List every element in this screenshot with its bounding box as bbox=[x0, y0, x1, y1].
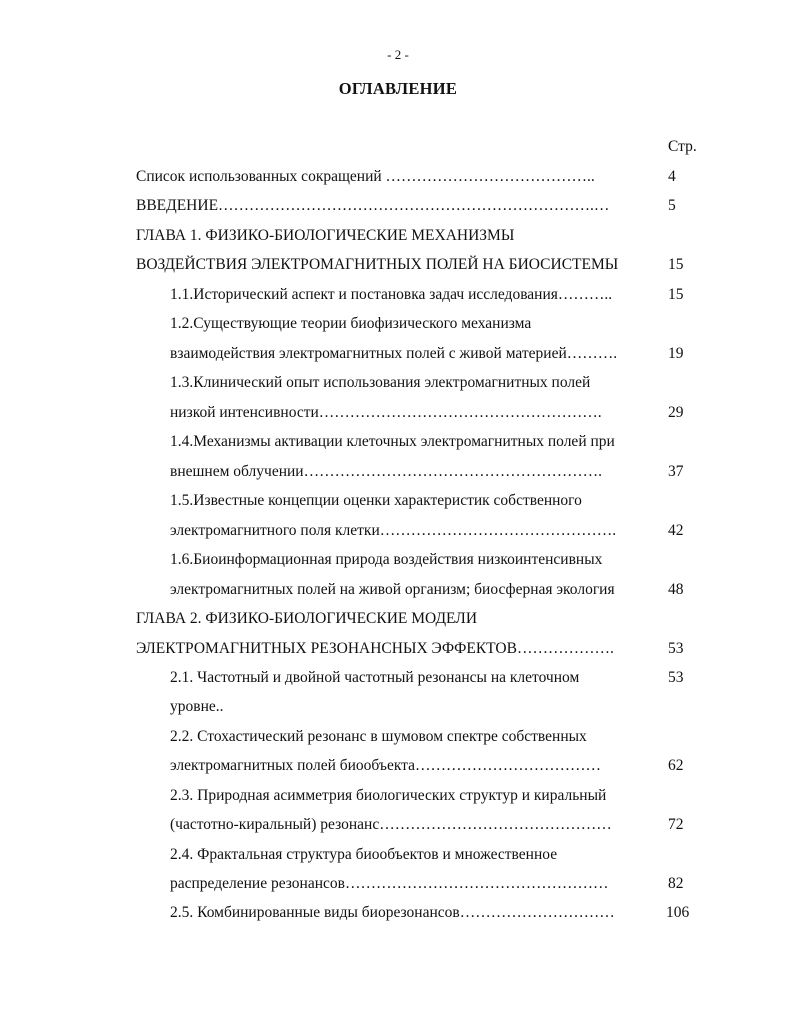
toc-entry-text: 1.6.Биоинформационная природа воздействия низкоинтенсивных bbox=[170, 551, 603, 568]
toc-entry-page: 53 bbox=[668, 640, 684, 657]
toc-chapter-heading: ГЛАВА 1. ФИЗИКО-БИОЛОГИЧЕСКИЕ МЕХАНИЗМЫ bbox=[136, 227, 515, 244]
toc-chapter-heading: ЭЛЕКТРОМАГНИТНЫХ РЕЗОНАНСНЫХ ЭФФЕКТОВ………………. bbox=[136, 640, 614, 657]
toc-entry-text: Список использованных сокращений ………………………………….. bbox=[136, 168, 595, 185]
toc-entry-page: 42 bbox=[668, 522, 684, 539]
toc-entry-text: внешнем облучении…………………………………………………. bbox=[170, 463, 602, 480]
page-column-label: Стр. bbox=[668, 138, 697, 155]
toc-entry-text: электромагнитных полей на живой организм; биосферная экология bbox=[170, 581, 615, 598]
toc-entry-text: 1.3.Клинический опыт использования электромагнитных полей bbox=[170, 374, 591, 391]
toc-entry-text: 2.2. Стохастический резонанс в шумовом спектре собственных bbox=[170, 728, 587, 745]
toc-entry-text: ВВЕДЕНИЕ……………………………………………………………….… bbox=[136, 197, 610, 214]
toc-entry-text: 2.4. Фрактальная структура биообъектов и множественное bbox=[170, 846, 558, 863]
toc-entry-page: 29 bbox=[668, 404, 684, 421]
toc-entry-text: 1.1.Исторический аспект и постановка задач исследования……….. bbox=[170, 286, 613, 303]
toc-entry-page: 15 bbox=[668, 256, 684, 273]
toc-entry-text: уровне.. bbox=[170, 698, 224, 715]
toc-entry-text: 1.4.Механизмы активации клеточных электромагнитных полей при bbox=[170, 433, 615, 450]
toc-entry-page: 62 bbox=[668, 757, 684, 774]
toc-entry-page: 4 bbox=[668, 168, 676, 185]
toc-chapter-heading: ГЛАВА 2. ФИЗИКО-БИОЛОГИЧЕСКИЕ МОДЕЛИ bbox=[136, 610, 478, 627]
toc-entry-page: 48 bbox=[668, 581, 684, 598]
toc-entry-text: электромагнитных полей биообъекта……………………………… bbox=[170, 757, 601, 774]
toc-entry-page: 15 bbox=[668, 286, 684, 303]
toc-entry-text: 1.2.Существующие теории биофизического механизма bbox=[170, 315, 532, 332]
page-number: - 2 - bbox=[387, 47, 409, 62]
toc-entry-page: 5 bbox=[668, 197, 676, 214]
toc-entry-page: 106 bbox=[666, 904, 690, 921]
toc-entry-page: 19 bbox=[668, 345, 684, 362]
toc-entry-text: 2.3. Природная асимметрия биологических структур и киральный bbox=[170, 787, 607, 804]
toc-entry-text: 2.5. Комбинированные виды биорезонансов………………………… bbox=[170, 904, 615, 921]
toc-entry-text: 2.1. Частотный и двойной частотный резонансы на клеточном bbox=[170, 669, 580, 686]
toc-entry-text: распределение резонансов…………………………………………… bbox=[170, 875, 609, 892]
toc-entry-text: низкой интенсивности………………………………………………. bbox=[170, 404, 602, 421]
toc-entry-text: (частотно-киральный) резонанс……………………………………… bbox=[170, 816, 612, 833]
toc-entry-text: электромагнитного поля клетки………………………………………. bbox=[170, 522, 617, 539]
toc-entry-page: 72 bbox=[668, 816, 684, 833]
toc-entry-text: 1.5.Известные концепции оценки характеристик собственного bbox=[170, 492, 582, 509]
toc-entry-page: 82 bbox=[668, 875, 684, 892]
page-title: ОГЛАВЛЕНИЕ bbox=[338, 79, 458, 98]
toc-chapter-heading: ВОЗДЕЙСТВИЯ ЭЛЕКТРОМАГНИТНЫХ ПОЛЕЙ НА БИОСИСТЕМЫ bbox=[136, 256, 619, 273]
toc-entry-page: 53 bbox=[668, 669, 684, 686]
toc-entry-text: взаимодействия электромагнитных полей с живой материей………. bbox=[170, 345, 618, 362]
toc-entry-page: 37 bbox=[668, 463, 684, 480]
